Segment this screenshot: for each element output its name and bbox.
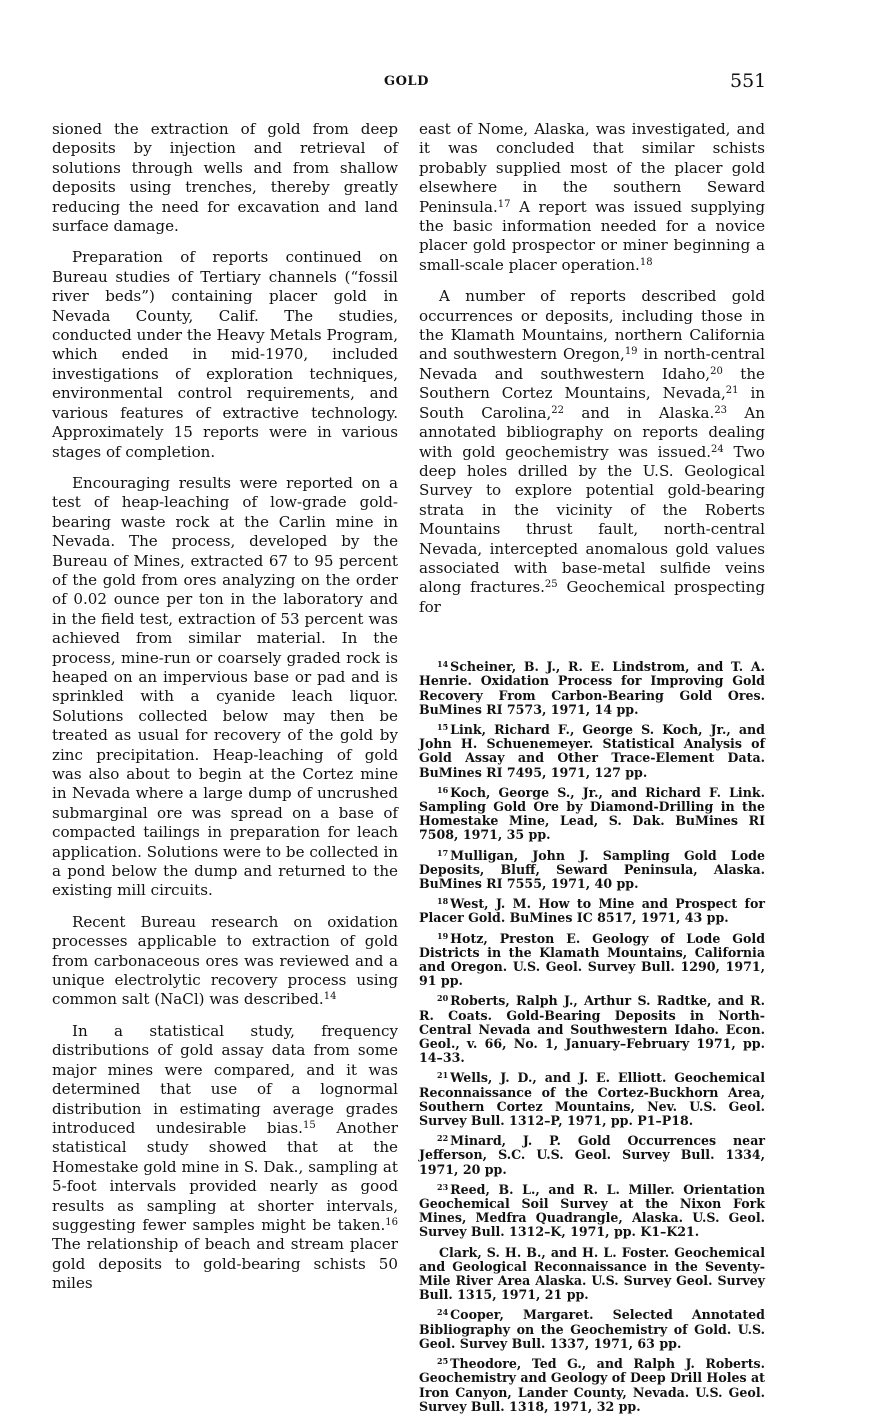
running-head: GOLD (384, 74, 429, 89)
footnote: $^{22}$ Minard, J. P. Gold Occurrences near Jefferson, S.C. U.S. Geol. Survey Bull. 1334, 1971, 20 pp. (419, 1133, 765, 1177)
page-number: 551 (730, 70, 767, 92)
footnote: $^{21}$ Wells, J. D., and J. E. Elliott. Geochemical Reconnaissance of the Cortez-Buckhorn Area, Southern Cortez Mountains, Nev. U.S. Geol. Survey Bull. 1312–P, 1971, pp. P1–P18. (419, 1070, 765, 1129)
footnote-ref: 21 (725, 385, 739, 397)
footnote-ref: 14 (323, 991, 337, 1003)
footnote-ref: 15 (302, 1119, 316, 1131)
page-header (0, 70, 873, 96)
footnote: $^{17}$ Mulligan, John J. Sampling Gold Lode Deposits, Bluff, Seward Peninsula, Alaska. BuMines RI 7555, 1971, 40 pp. (419, 847, 765, 891)
paragraph: Encouraging results were reported on a test of heap-leaching of low-grade gold-bearing waste rock at the Carlin mine in Nevada. The process, developed by the Bureau of Mines, extracted 67 to 95 percent of the gold from ores analyzing on the order of 0.02 ounce per ton in the laboratory and in the field test, extraction of 53 percent was achieved from similar material. In the process, mine-run or coarsely graded rock is heaped on an impervious base or pad and is sprinkled with a cyanide leach liquor. Solutions collected below may then be treated as usual for recovery of the gold by zinc precipitation. Heap-leaching of gold was also about to begin at the Cortez mine in Nevada where a large dump of uncrushed submarginal ore was spread on a base of compacted tailings in preparation for leach application. Solutions were to be collected in a pond below the dump and returned to the existing mill circuits. (52, 473, 398, 900)
left-column (52, 120, 398, 1306)
footnote: $^{20}$ Roberts, Ralph J., Arthur S. Radtke, and R. R. Coats. Gold-Bearing Deposits in North-Central Nevada and Southwestern Idaho. Econ. Geol., v. 66, No. 1, January–February 1971, pp. 14–33. (419, 993, 765, 1066)
footnote-ref: 23 (714, 404, 728, 416)
footnote: $^{19}$ Hotz, Preston E. Geology of Lode Gold Districts in the Klamath Mountains, California and Oregon. U.S. Geol. Survey Bull. 1290, 1971, 91 pp. (419, 930, 765, 989)
footnote-ref: 24 (711, 443, 724, 455)
footnote-ref: 22 (551, 404, 565, 416)
paragraph: east of Nome, Alaska, was investigated, and it was concluded that similar schists probably supplied most of the placer gold elsewhere in the southern Seward Peninsula.$^{17}$ A report was issued supplying the basic information needed for a novice placer gold prospector or miner beginning a small-scale placer operation.$^{18}$ (419, 120, 765, 274)
paragraph: sioned the extraction of gold from deep deposits by injection and retrieval of solutions through wells and from shallow deposits using trenches, thereby greatly reducing the need for excavation and land surface damage. (52, 120, 398, 236)
paragraph: A number of reports described gold occurrences or deposits, including those in the Klamath Mountains, northern California and southwestern Oregon,$^{19}$ in north-central Nevada and southwestern Idaho,$^{20}$ the Southern Cortez Mountains, Nevada,$^{21}$ in South Carolina,$^{22}$ and in Alaska.$^{23}$ An annotated bibliography on reports dealing with gold geochemistry was issued.$^{24}$ Two deep holes drilled by the U.S. Geological Survey to explore potential gold-bearing strata in the vicinity of the Roberts Mountains thrust fault, north-central Nevada, intercepted anomalous gold values associated with base-metal sulfide veins along fractures.$^{25}$ Geochemical prospecting for (419, 287, 766, 616)
footnote: $^{14}$ Scheiner, B. J., R. E. Lindstrom, and T. A. Henrie. Oxidation Process for Improving Gold Recovery From Carbon-Bearing Gold Ores. BuMines RI 7573, 1971, 14 pp. (419, 659, 765, 717)
right-column (419, 120, 765, 1417)
footnote-ref: 19 (624, 346, 638, 358)
footnote: Clark, S. H. B., and H. L. Foster. Geochemical and Geological Reconnaissance in the Seventy-Mile River Area Alaska. U.S. Survey Geol. Survey Bull. 1315, 1971, 21 pp. (419, 1244, 765, 1303)
footnotes (419, 657, 765, 1414)
footnote: $^{25}$ Theodore, Ted G., and Ralph J. Roberts. Geochemistry and Geology of Deep Drill Holes at Iron Canyon, Lander County, Nevada. U.S. Geol. Survey Bull. 1318, 1971, 32 pp. (419, 1356, 765, 1414)
footnote: $^{16}$ Koch, George S., Jr., and Richard F. Link. Sampling Gold Ore by Diamond-Drilling in the Homestake Mine, Lead, S. Dak. BuMines RI 7508, 1971, 35 pp. (419, 784, 765, 843)
footnote: $^{15}$ Link, Richard F., George S. Koch, Jr., and John H. Schuenemeyer. Statistical Analysis of Gold Assay and Other Trace-Element Data. BuMines RI 7495, 1971, 127 pp. (419, 721, 765, 780)
footnote-ref: 17 (497, 198, 511, 210)
paragraph: In a statistical study, frequency distributions of gold assay data from some major mines were compared, and it was determined that use of a lognormal distribution in estimating average grades introduced undesirable bias.$^{15}$ Another statistical study showed that at the Homestake gold mine in S. Dak., sampling at 5-foot intervals provided nearly as good results as sampling at shorter intervals, suggesting fewer samples might be taken.$^{16}$ The relationship of beach and stream placer gold deposits to gold-bearing schists 50 miles (52, 1021, 398, 1293)
footnote-ref: 18 (639, 256, 653, 268)
paragraph: Preparation of reports continued on Bureau studies of Tertiary channels (“fossil river beds”) containing placer gold in Nevada County, Calif. The studies, conducted under the Heavy Metals Program, which ended in mid-1970, included investigations of exploration techniques, environmental control requirements, and various features of extractive technology. Approximately 15 reports were in various stages of completion. (52, 248, 398, 461)
footnote: $^{18}$ West, J. M. How to Mine and Prospect for Placer Gold. BuMines IC 8517, 1971, 43 pp. (419, 896, 765, 926)
paragraph: Recent Bureau research on oxidation processes applicable to extraction of gold from carbonaceous ores was reviewed and a unique electrolytic recovery process using common salt (NaCl) was described.$^{14}$ (52, 912, 398, 1009)
footnote-ref: 25 (544, 579, 558, 591)
footnote-ref: 16 (385, 1216, 398, 1228)
footnote: $^{24}$ Cooper, Margaret. Selected Annotated Bibliography on the Geochemistry of Gold. U.S. Geol. Survey Bull. 1337, 1971, 63 pp. (419, 1307, 765, 1351)
footnote-ref: 20 (710, 365, 723, 377)
footnote: $^{23}$ Reed, B. L., and R. L. Miller. Orientation Geochemical Soil Survey at the Nixon Fork Mines, Medfra Quadrangle, Alaska. U.S. Geol. Survey Bull. 1312–K, 1971, pp. K1–K21. (419, 1181, 765, 1240)
